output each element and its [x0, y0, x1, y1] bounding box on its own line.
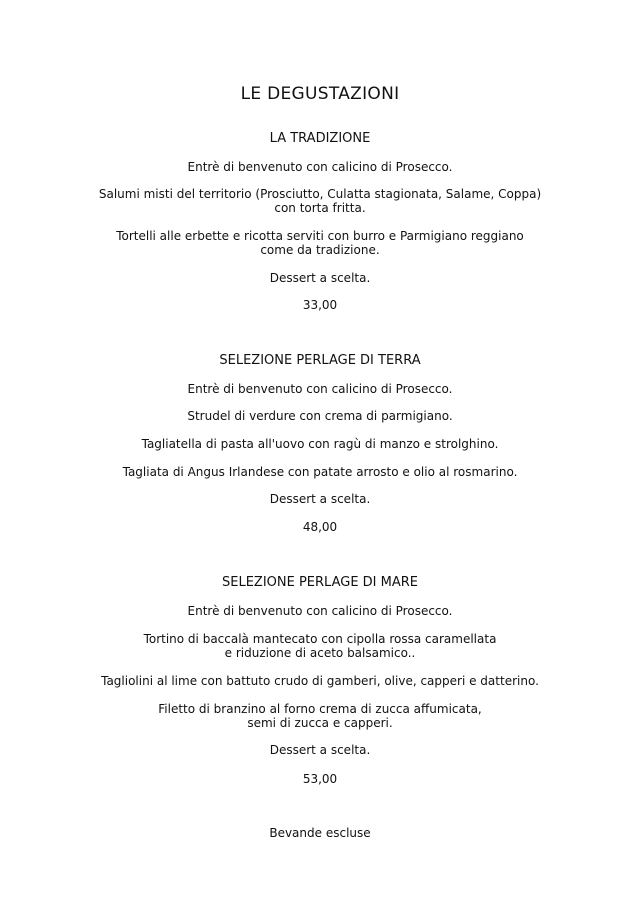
course-item: Tagliatella di pasta all'uovo con ragù di manzo e strolghino. [141, 437, 499, 451]
course-item: Entrè di benvenuto con calicino di Prosecco. [187, 604, 453, 618]
footer-note: Bevande escluse [269, 826, 371, 840]
course-item: Tortino di baccalà mantecato con cipolla rossa caramellata e riduzione di aceto balsamico.. [143, 632, 497, 660]
course-item: Tortelli alle erbette e ricotta serviti con burro e Parmigiano reggiano come da tradizione. [116, 229, 524, 257]
menu-price: 48,00 [302, 520, 338, 534]
course-item: Entrè di benvenuto con calicino di Prosecco. [187, 160, 453, 174]
course-item: Dessert a scelta. [269, 271, 371, 285]
course-item: Salumi misti del territorio (Prosciutto, Culatta stagionata, Salame, Coppa) con torta fritta. [98, 187, 542, 215]
menu-heading-mare: SELEZIONE PERLAGE DI MARE [221, 575, 418, 590]
menu-heading-terra: SELEZIONE PERLAGE DI TERRA [219, 353, 421, 368]
menu-heading-tradizione: LA TRADIZIONE [269, 131, 371, 146]
course-item: Strudel di verdure con crema di parmigiano. [187, 409, 453, 423]
course-item: Dessert a scelta. [269, 743, 371, 757]
course-item: Dessert a scelta. [269, 492, 371, 506]
course-item: Tagliata di Angus Irlandese con patate arrosto e olio al rosmarino. [122, 465, 518, 479]
menu-price: 33,00 [302, 298, 338, 312]
menu-price: 53,00 [302, 772, 338, 786]
course-item: Tagliolini al lime con battuto crudo di gamberi, olive, capperi e datterino. [101, 674, 539, 688]
page-title: LE DEGUSTAZIONI [240, 84, 400, 104]
course-item: Filetto di branzino al forno crema di zucca affumicata, semi di zucca e capperi. [158, 702, 482, 730]
course-item: Entrè di benvenuto con calicino di Prosecco. [187, 382, 453, 396]
